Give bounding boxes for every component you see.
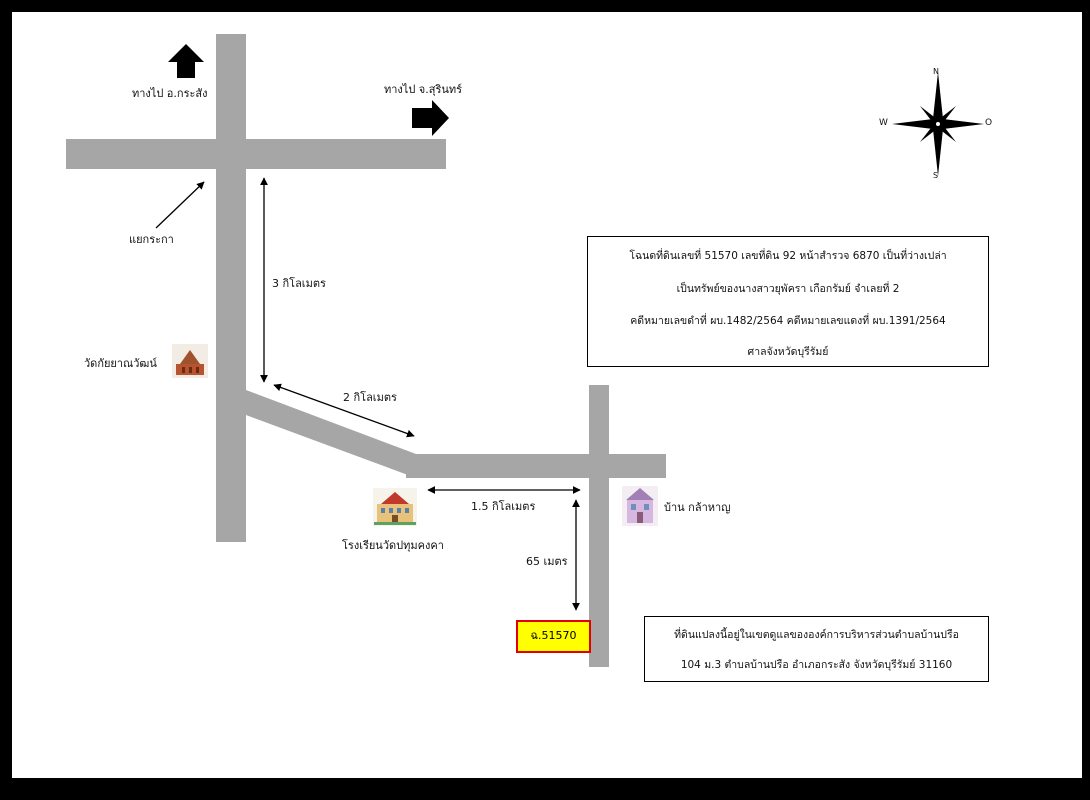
address-line-1: ที่ดินแปลงนี้อยู่ในเขตดูแลขององค์การบริหารส่วนตำบลบ้านปรือ <box>674 629 959 641</box>
arrow-up-icon <box>168 44 204 78</box>
label-school: โรงเรียนวัดปทุมคงคา <box>342 539 444 552</box>
deed-info-line-4: ศาลจังหวัดบุรีรัมย์ <box>747 346 829 358</box>
distance-label-1-5km: 1.5 กิโลเมตร <box>471 500 536 513</box>
arrow-right-icon <box>412 100 449 136</box>
deed-info-box <box>587 236 989 367</box>
compass-w: W <box>879 118 888 128</box>
house-icon <box>622 486 658 526</box>
compass-e: O <box>985 118 993 128</box>
label-temple: วัดกัยยาณวัฒน์ <box>84 357 157 370</box>
distance-label-2km: 2 กิโลเมตร <box>343 391 397 404</box>
school-icon <box>373 488 417 526</box>
label-intersection: แยกระกา <box>129 233 174 246</box>
label-to-surin: ทางไป จ.สุรินทร์ <box>384 83 463 96</box>
address-line-2: 104 ม.3 ตำบลบ้านปรือ อำเภอกระสัง จังหวัดบุรีรัมย์ 31160 <box>680 659 953 671</box>
compass-rose-icon <box>892 72 984 176</box>
compass-s: S <box>933 171 939 180</box>
temple-icon <box>172 344 208 378</box>
deed-info-line-3: คดีหมายเลขดำที่ ผบ.1482/2564 คดีหมายเลขแดงที่ ผบ.1391/2564 <box>630 315 946 327</box>
distance-label-3km: 3 กิโลเมตร <box>272 277 326 290</box>
plot-marker: ฉ.51570 <box>516 620 591 653</box>
deed-info-line-1: โฉนดที่ดินเลขที่ 51570 เลขที่ดิน 92 หน้าสำรวจ 6870 เป็นที่ว่างเปล่า <box>629 250 947 262</box>
distance-label-65m: 65 เมตร <box>526 555 568 568</box>
address-box <box>644 616 989 682</box>
intersection-pointer-arrow <box>156 182 204 228</box>
deed-info-line-2: เป็นทรัพย์ของนางสาวยุพัครา เกือกรัมย์ จำเลยที่ 2 <box>676 283 900 295</box>
map-canvas <box>12 12 1082 778</box>
label-to-krasang: ทางไป อ.กระสัง <box>132 87 208 100</box>
compass-n: N <box>933 67 939 76</box>
label-village: บ้าน กล้าหาญ <box>664 501 731 514</box>
